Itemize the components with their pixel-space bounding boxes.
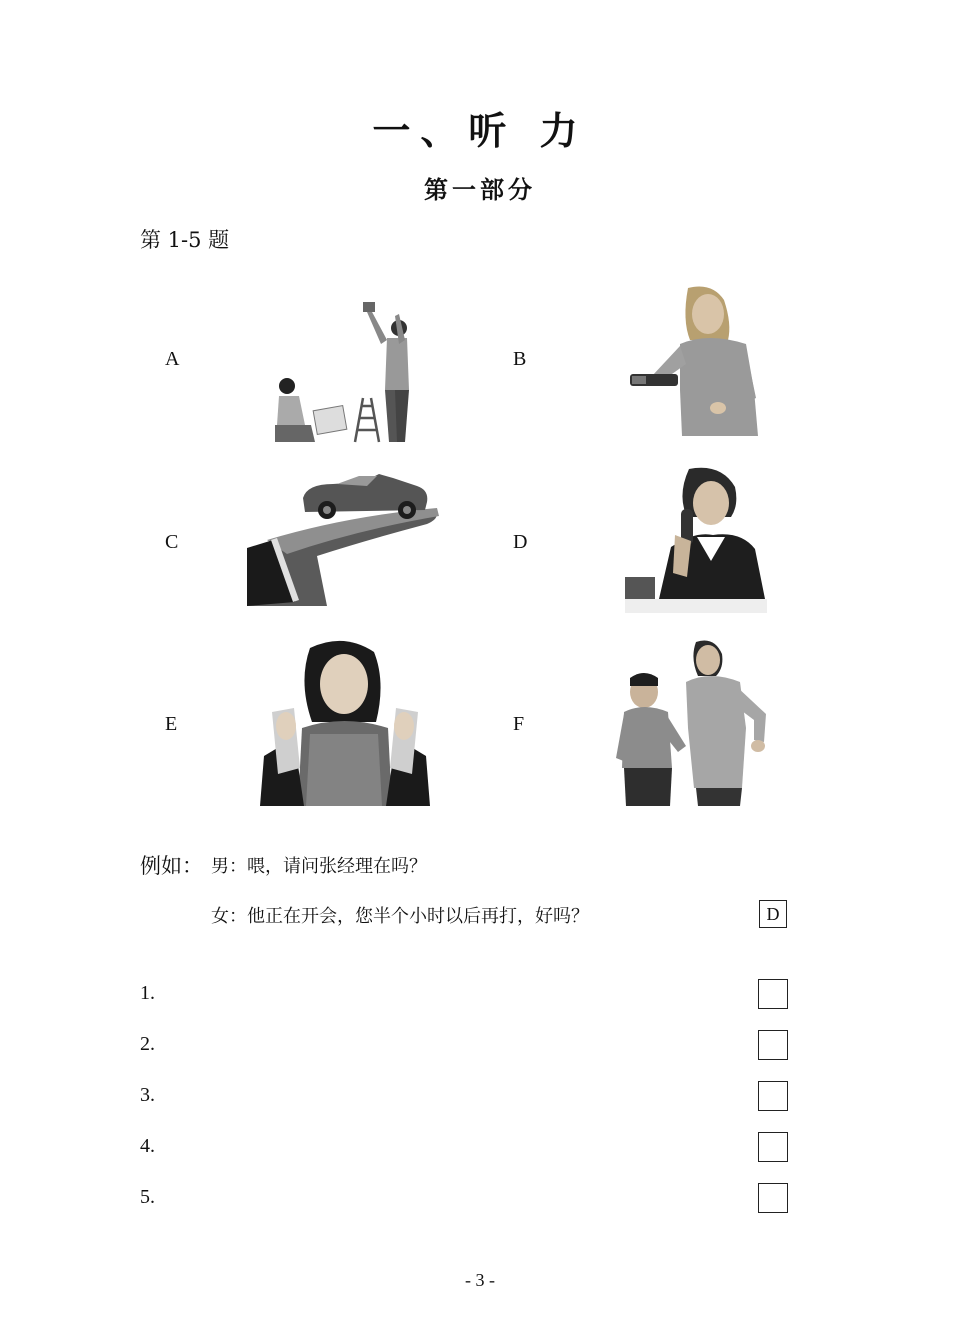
answer-box-4[interactable] <box>758 1132 788 1162</box>
answer-box-5[interactable] <box>758 1183 788 1213</box>
option-letter-d: D <box>513 531 528 553</box>
answer-box-2[interactable] <box>758 1030 788 1060</box>
example-dialogue-woman: 女：他正在开会，您半个小时以后再打，好吗？ <box>211 906 589 927</box>
section-title: 一、听 力 <box>372 108 588 153</box>
option-letter-c: C <box>165 531 179 553</box>
receptionist-on-phone-picture <box>625 465 767 613</box>
woman-holding-shoes-picture <box>260 638 430 806</box>
question-number-5: 5. <box>140 1186 155 1208</box>
answer-box-1[interactable] <box>758 979 788 1009</box>
question-number-2: 2. <box>140 1033 155 1055</box>
option-letter-a: A <box>165 348 180 370</box>
question-number-4: 4. <box>140 1135 155 1157</box>
people-decorating-picture <box>275 300 415 445</box>
question-number-1: 1. <box>140 982 155 1004</box>
example-label: 例如： <box>140 854 203 878</box>
example-answer-box <box>759 900 787 928</box>
couple-jogging-picture <box>616 638 778 806</box>
question-number-3: 3. <box>140 1084 155 1106</box>
question-range: 第 1-5 题 <box>140 228 230 252</box>
page-number: - 3 - <box>465 1270 495 1290</box>
option-letter-b: B <box>513 348 527 370</box>
part-subtitle: 第一部分 <box>424 175 536 204</box>
option-letter-f: F <box>513 713 525 735</box>
answer-box-3[interactable] <box>758 1081 788 1111</box>
option-letter-e: E <box>165 713 178 735</box>
example-answer-text: D <box>766 904 780 924</box>
example-dialogue-man: 男：喂，请问张经理在吗？ <box>211 856 427 877</box>
woman-holding-bottle-picture <box>628 280 763 436</box>
hand-holding-toy-car-picture <box>247 470 442 608</box>
